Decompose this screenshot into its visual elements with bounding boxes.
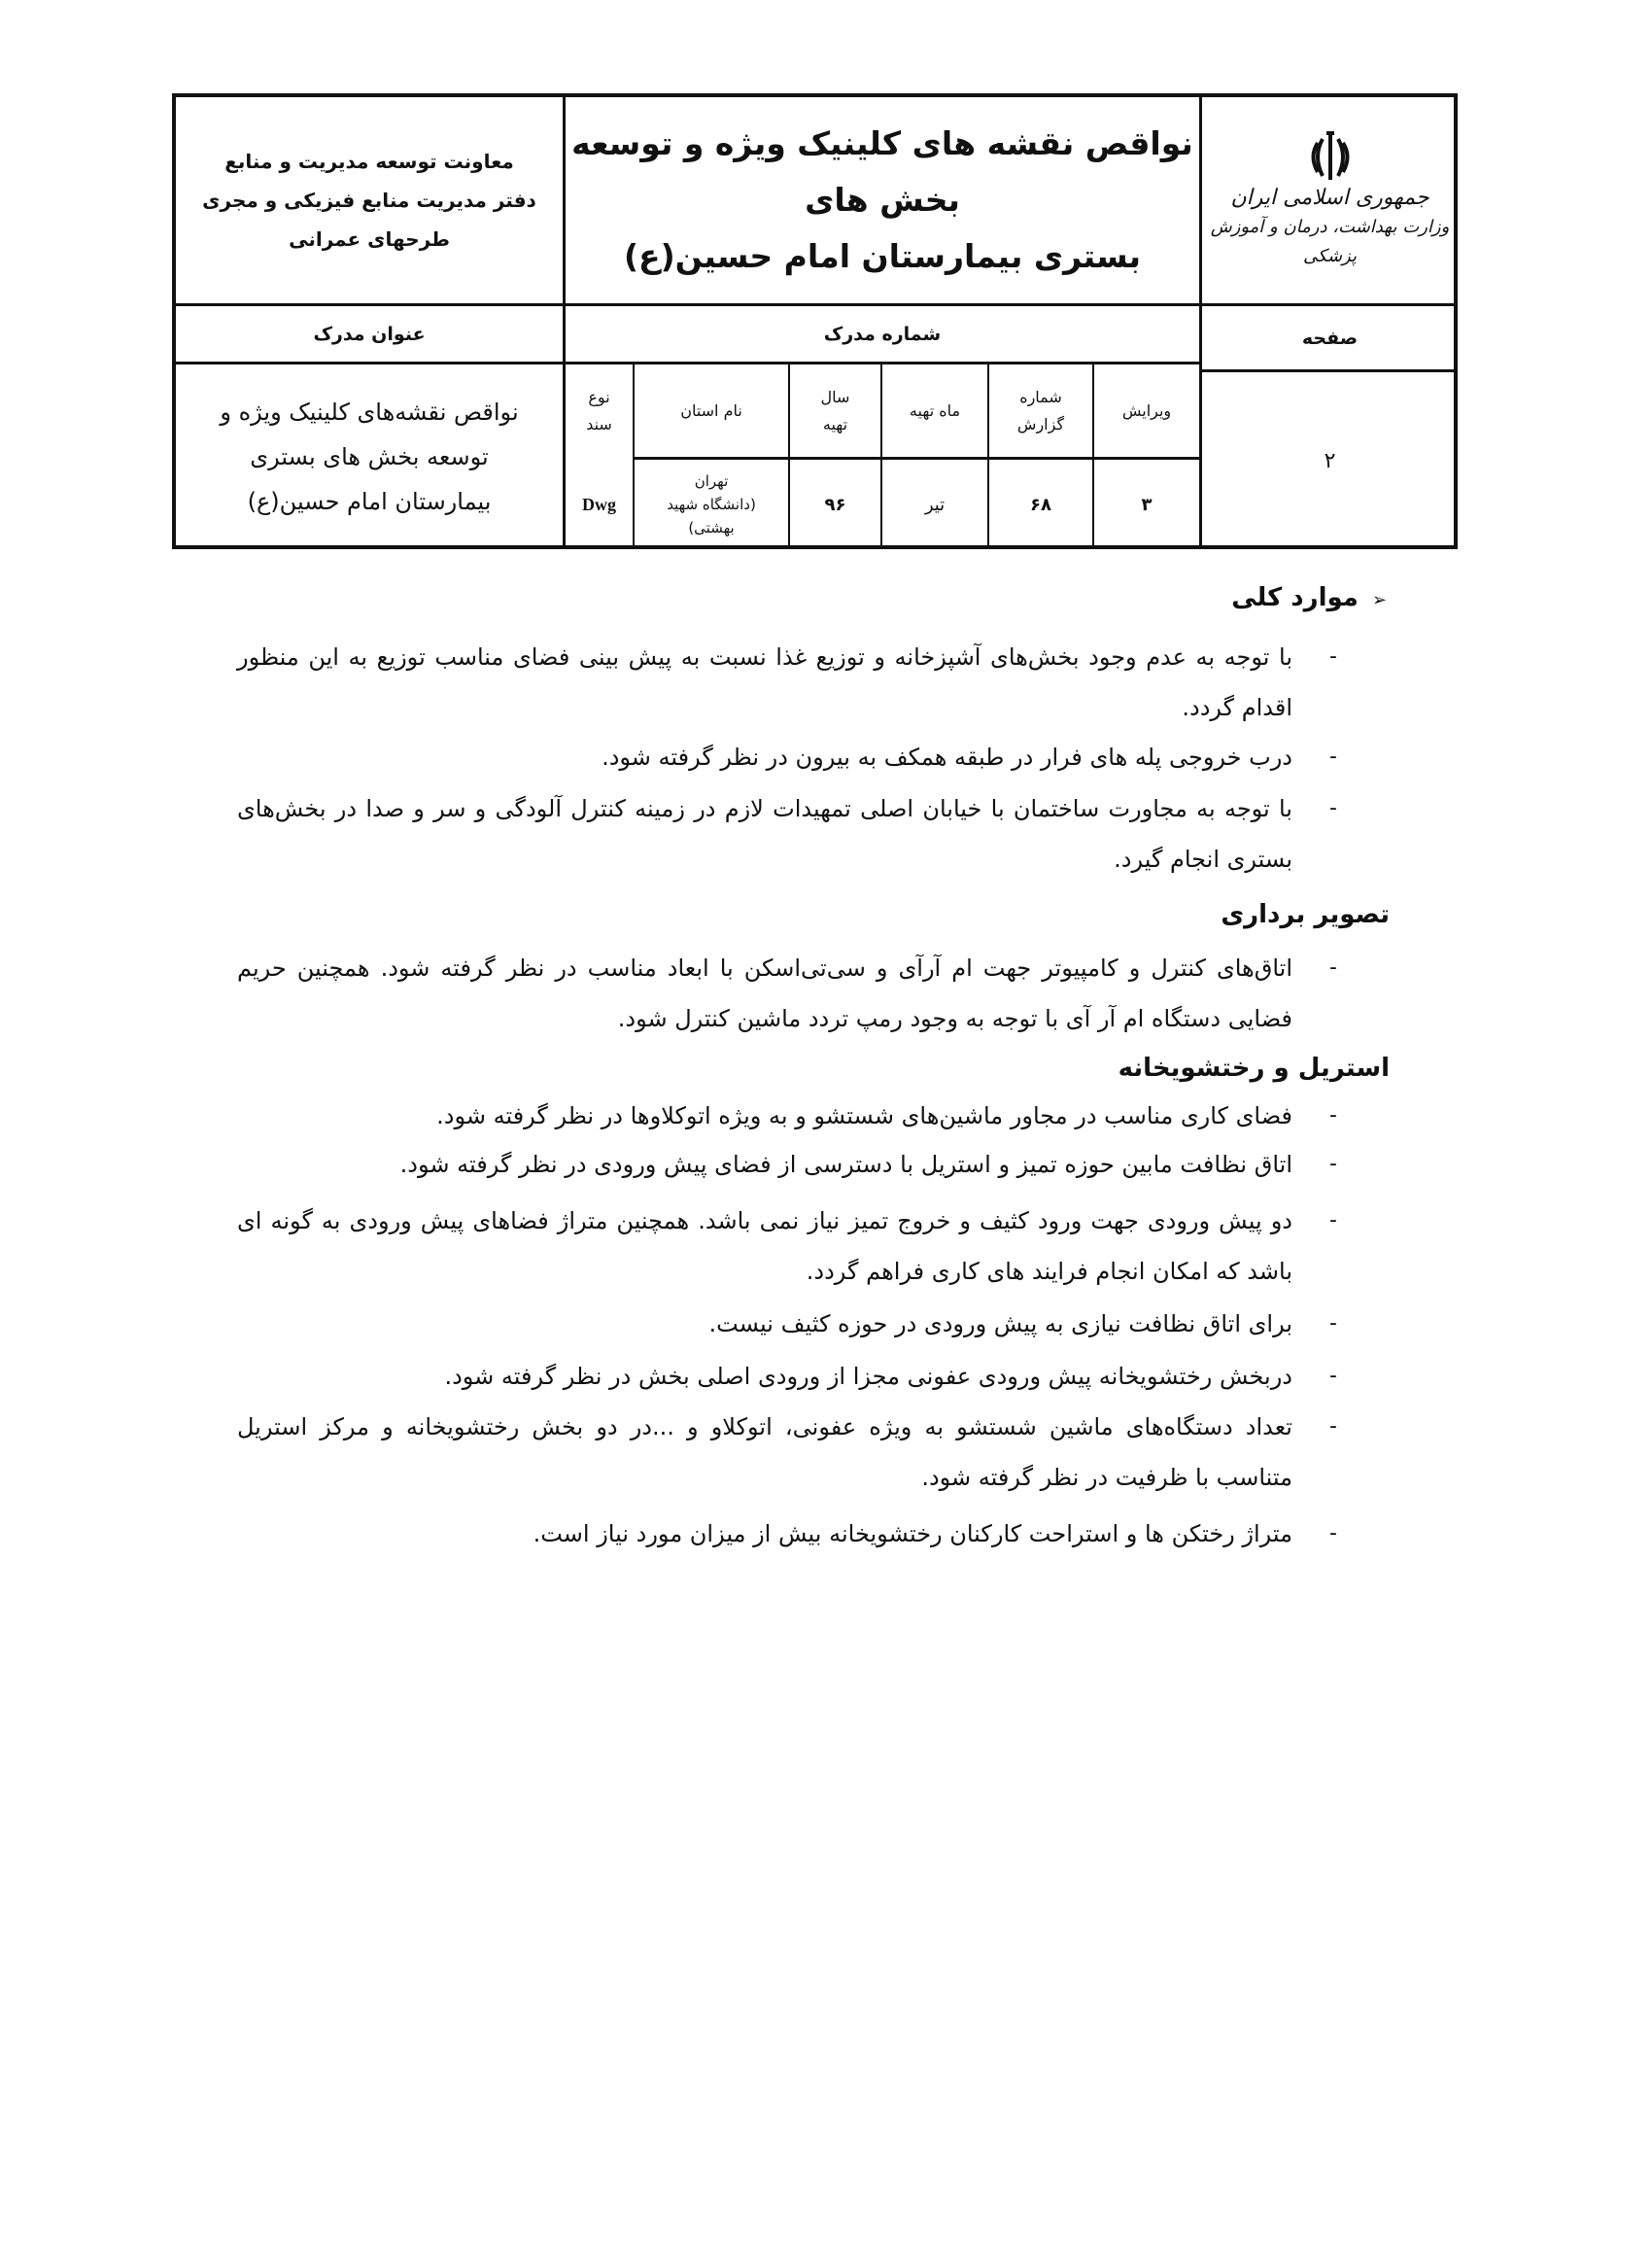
section-heading-imaging: تصویر برداری [1221, 900, 1390, 929]
document-header-table [172, 93, 1458, 549]
org-line-1: معاونت توسعه مدیریت و منابع [224, 150, 514, 173]
dash-bullet: - [1329, 796, 1337, 820]
list-item [237, 632, 1337, 733]
list-item [237, 1091, 1337, 1141]
list-item [237, 732, 1337, 782]
dash-bullet: - [1329, 1414, 1337, 1439]
doc-type-value: Dwg [582, 494, 616, 514]
dash-bullet: - [1329, 1103, 1337, 1128]
list-item [237, 1299, 1337, 1349]
province-value [635, 460, 788, 549]
list-item-text: اتاق‌های کنترل و کامپیوتر جهت ام آرآی و سی‌تی‌اسکن با ابعاد مناسب در نظر گرفته شود. همچنین حریم فضایی دستگاه ام آر آی با توجه به وجود رمپ تردد ماشین کنترل شود. [237, 954, 1292, 1032]
logo-line-1: جمهوری اسلامی ایران [1230, 186, 1429, 210]
province-line-1: تهران [694, 472, 729, 490]
list-item [237, 1196, 1337, 1297]
doc-title-line-3: بیمارستان امام حسین(ع) [247, 488, 492, 515]
list-item-text: متراژ رختکن ها و استراحت کارکنان رختشویخانه بیش از میزان مورد نیاز است. [533, 1520, 1292, 1547]
col-doc-type-2: سند [586, 414, 612, 434]
list-item [237, 943, 1337, 1044]
org-line-2: دفتر مدیریت منابع فیزیکی و مجری [202, 189, 536, 212]
section-heading-general [1231, 583, 1387, 612]
col-year [790, 364, 880, 457]
col-province: نام استان [680, 400, 742, 420]
ministry-logo [1202, 97, 1458, 303]
list-item [237, 1402, 1337, 1503]
dash-bullet: - [1329, 1521, 1337, 1545]
section-heading-text: موارد کلی [1231, 583, 1359, 612]
col-doc-type-1: نوع [588, 387, 610, 406]
year-value: ۹۶ [824, 494, 846, 515]
list-item [237, 1509, 1337, 1559]
col-doc-type [566, 364, 633, 457]
list-item-text: اتاق نظافت مابین حوزه تمیز و استریل با دسترسی از فضای پیش ورودی در نظر گرفته شود. [399, 1151, 1292, 1178]
list-item-text: درب خروجی پله های فرار در طبقه همکف به بیرون در نظر گرفته شود. [602, 744, 1292, 771]
doc-title-line-1: نواقص نقشه‌های کلینیک ویژه و [220, 399, 519, 426]
list-item [237, 1139, 1337, 1190]
col-month: ماه تهیه [909, 400, 961, 420]
iran-emblem-icon [1309, 129, 1352, 184]
dash-bullet: - [1329, 644, 1337, 669]
dash-bullet: - [1329, 1364, 1337, 1388]
list-item [237, 1351, 1337, 1402]
list-item-text: با توجه به عدم وجود بخش‌های آشپزخانه و توزیع غذا نسبت به پیش بینی فضای مناسب توزیع به این منظور اقدام گردد. [237, 643, 1292, 721]
list-item-text: برای اتاق نظافت نیازی به پیش ورودی در حوزه کثیف نیست. [708, 1310, 1292, 1337]
arrow-bullet-icon: ➢ [1371, 590, 1387, 610]
col-edition: ویرایش [1121, 400, 1172, 420]
dash-bullet: - [1329, 955, 1337, 980]
dash-bullet: - [1329, 1152, 1337, 1176]
dash-bullet: - [1329, 1311, 1337, 1336]
org-line-3: طرحهای عمرانی [289, 227, 450, 251]
section-heading-sterile-laundry: استریل و رختشویخانه [1118, 1054, 1390, 1083]
list-item-text: فضای کاری مناسب در مجاور ماشین‌های شستشو و به ویژه اتوکلاوها در نظر گرفته شود. [436, 1102, 1292, 1129]
col-report-number-1: شماره [1019, 387, 1062, 406]
col-year-1: سال [820, 387, 850, 406]
list-item-text: با توجه به مجاورت ساختمان با خیابان اصلی تمهیدات لازم در زمینه کنترل آلودگی و سر و صدا در بخش‌های بستری انجام گیرد. [237, 795, 1292, 873]
page-number: ۲ [1324, 448, 1336, 473]
col-year-2: تهیه [822, 414, 848, 434]
page-label: صفحه [1301, 327, 1359, 349]
dash-bullet: - [1329, 745, 1337, 769]
list-item [237, 783, 1337, 885]
col-report-number [989, 364, 1092, 457]
edition-value: ۳ [1141, 494, 1153, 515]
document-title [176, 364, 563, 549]
col-report-number-2: گزارش [1016, 414, 1065, 434]
doc-number-label: شماره مدرک [823, 323, 942, 345]
province-line-2: (دانشگاه شهید [667, 496, 756, 513]
doc-title-label: عنوان مدرک [313, 323, 426, 345]
month-value: تیر [924, 494, 946, 515]
title-line-2: بستری بیمارستان امام حسین(ع) [623, 237, 1142, 275]
list-item-text: دربخش رختشویخانه پیش ورودی عفونی مجزا از ورودی اصلی بخش در نظر گرفته شود. [444, 1363, 1292, 1390]
list-item-text: دو پیش ورودی جهت ورود کثیف و خروج تمیز نیاز نمی باشد. همچنین متراژ فضاهای پیش ورودی به گونه ای باشد که امکان انجام فرایند های کاری فراهم گردد. [237, 1207, 1292, 1285]
list-item-text: تعداد دستگاه‌های ماشین شستشو به ویژه عفونی، اتوکلاو و ...در دو بخش رختشویخانه و مرکز استریل متناسب با ظرفیت در نظر گرفته شود. [237, 1413, 1292, 1491]
page-title [566, 97, 1199, 303]
title-line-1: نواقص نقشه های کلینیک ویژه و توسعه بخش های [571, 124, 1193, 219]
organization-name [176, 97, 563, 303]
logo-line-2: وزارت بهداشت، درمان و آموزش پزشکی [1210, 217, 1450, 266]
dash-bullet: - [1329, 1208, 1337, 1232]
province-line-3: بهشتی) [688, 519, 735, 537]
doc-title-line-2: توسعه بخش های بستری [250, 443, 489, 470]
report-number-value: ۶۸ [1030, 494, 1051, 515]
